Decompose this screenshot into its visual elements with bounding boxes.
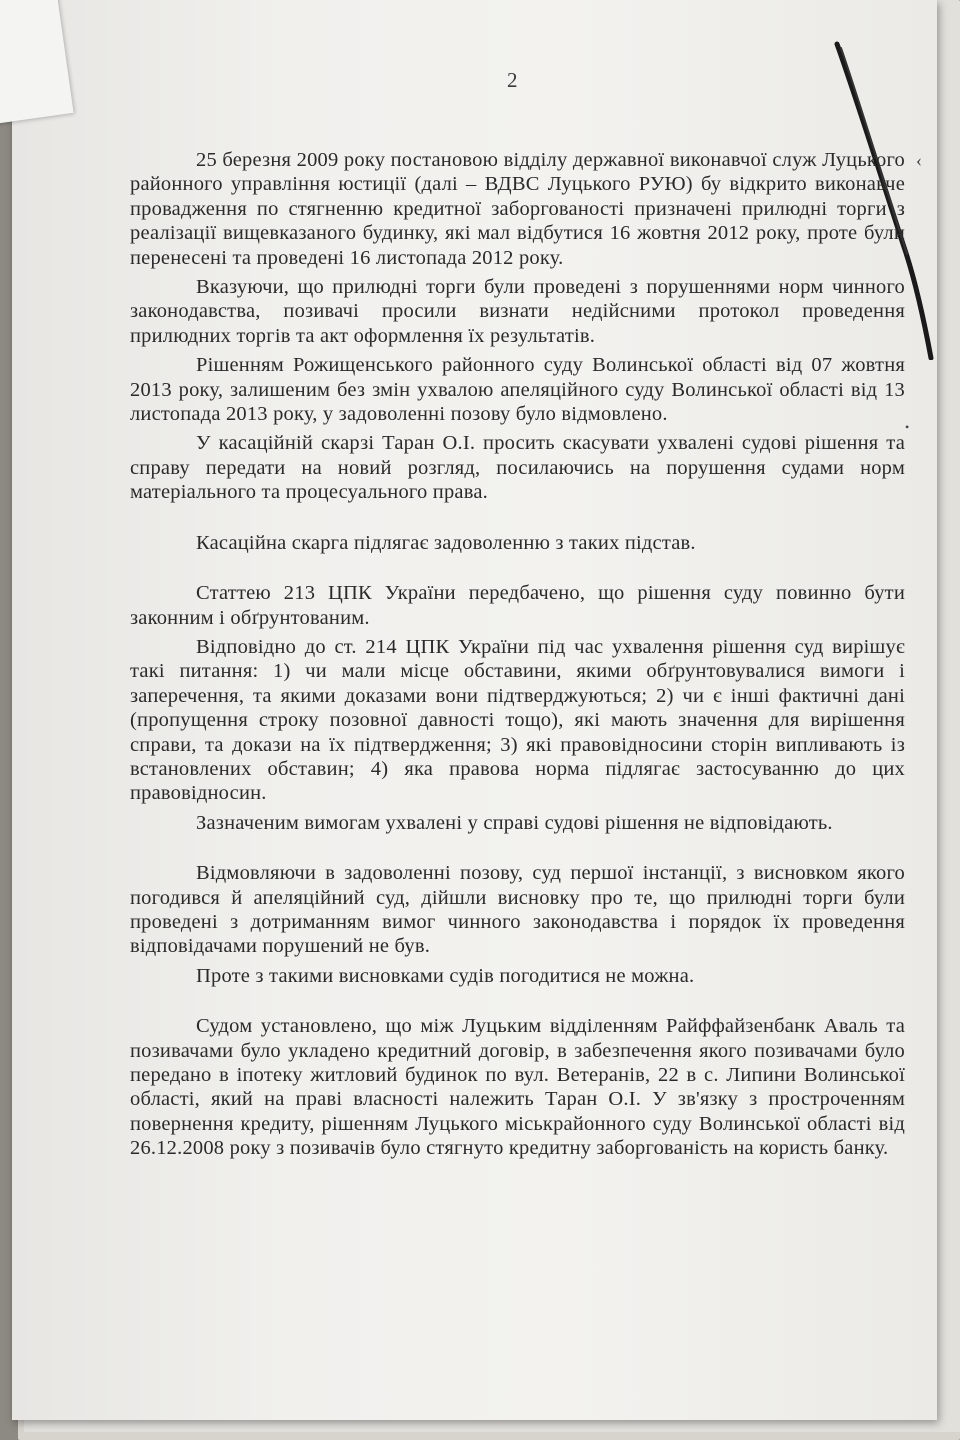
paragraph-cassation-appeal: У касаційній скарзі Таран О.І. просить скасувати ухвалені судові рішення та справу передати на новий розгляд, посилаючись на порушення судами норм матеріального та процесуального права. [130,432,905,504]
margin-dot-mark: • [905,420,910,434]
paragraph-article-214: Відповідно до ст. 214 ЦПК України під час ухвалення рішення суд вирішує такі питання: 1) чи мали місце обставини, якими обґрунтовувалися вимоги і заперечення, та якими доказами вони підтверджуються; 2) чи є інші фактичні дані (пропущення строку позовної давності тощо), які мають значення для вирішення справи, та докази на їх підтвердження; 3) які правовідносини сторін випливають із встановлених обставин; 4) яка правова норма підлягає застосуванню до цих правовідносин. [130,635,905,805]
paragraph-enforcement: 25 березня 2009 року постановою відділу державної виконавчої служ Луцького районного управління юстиції (далі – ВДВС Луцького РУЮ) бу відкрито виконавче провадження по стягненню кредитної заборгованості призначені прилюдні торги з реалізації вищевказаного будинку, які мал відбутися 16 жовтня 2012 року, проте були перенесені та проведені 16 листопада 2012 року. [130,149,905,269]
paragraph-claim: Вказуючи, що прилюдні торги були проведені з порушеннями норм чинного законодавства, позивачі просили визнати недійсними протокол проведення прилюдних торгів та акт оформлення їх результатів. [130,276,905,347]
paragraph-disagree: Проте з такими висновками судів погодитися не можна. [196,964,695,987]
paragraph-refusal: Відмовляючи в задоволенні позову, суд першої інстанції, з висновком якого погодився й апеляційний суд, дійшли висновку про те, що прилюдні торги були проведені з дотриманням вимог чинного законодавства і порядок їх проведення відповідачами порушений не був. [130,862,905,958]
paragraph-established-facts: Судом установлено, що між Луцьким відділенням Райффайзенбанк Аваль та позивачами було укладено кредитний договір, в забезпечення якого позивачами було передано в іпотеку житловий будинок по вул. Ветеранів, 22 в с. Липини Волинської області, який на праві власності належить Таран О.І. У зв'язку з простроченням повернення кредиту, рішенням Луцького міськрайонного суду Волинської області від 26.12.2008 року з позивачів було стягнуто кредитну заборгованість на користь банку. [130,1015,905,1160]
document-page [12,0,937,1420]
document-body [130,148,905,1166]
margin-tick-mark: ‹ [916,150,922,170]
paragraph-article-213: Статтею 213 ЦПК України передбачено, що рішення суду повинно бути законним і обґрунтованим. [130,582,905,629]
paragraph-requirements: Зазначеним вимогам ухвалені у справі судові рішення не відповідають. [196,811,833,834]
paragraph-first-instance: Рішенням Рожищенського районного суду Волинської області від 07 жовтня 2013 року, залишеним без змін ухвалою апеляційного суду Волинської області від 13 листопада 2013 року, у задоволенні позову було відмовлено. [130,354,905,426]
paragraph-grounds: Касаційна скарга підлягає задоволенню з таких підстав. [196,531,696,554]
page-number: 2 [507,68,518,92]
